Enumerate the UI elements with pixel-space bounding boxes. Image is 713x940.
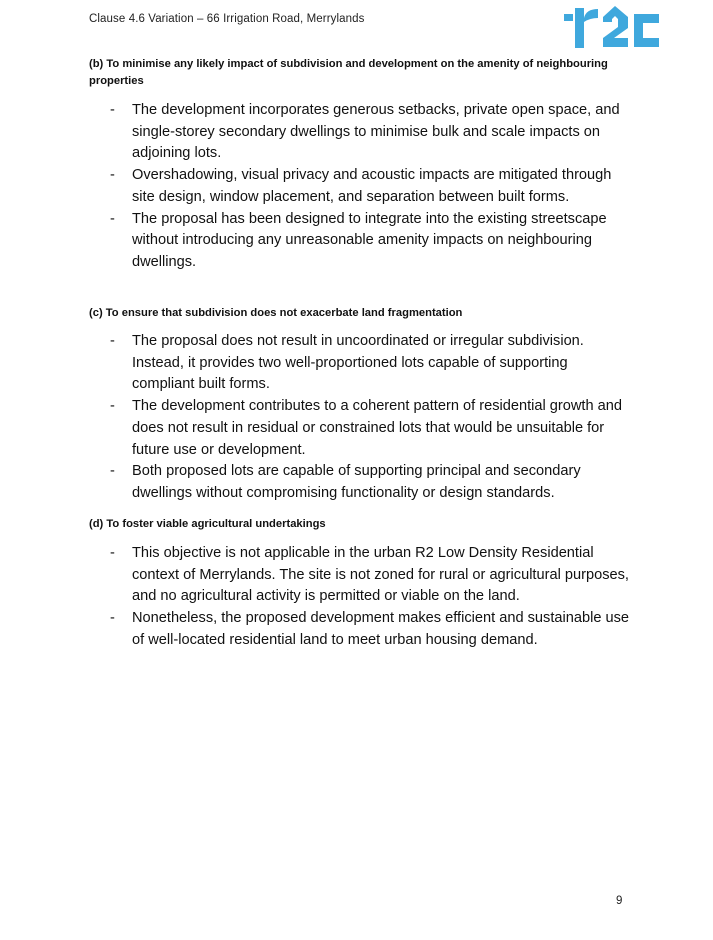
list-item-text: Overshadowing, visual privacy and acoustic impacts are mitigated through site design, window placement, and separation between built forms.: [132, 167, 612, 205]
section-heading-d: (d) To foster viable agricultural undertakings: [89, 518, 326, 530]
section-d-list: [108, 543, 633, 652]
r2c-logo: [562, 0, 662, 52]
bullet-marker: -: [110, 398, 115, 415]
bullet-marker: -: [110, 167, 115, 184]
page-number: 9: [616, 895, 623, 907]
bullet-marker: -: [110, 333, 115, 349]
list-item-text: The development incorporates generous setbacks, private open space, and single-storey secondary dwellings to minimise bulk and scale impacts on adjoining lots.: [132, 102, 620, 162]
list-item: [108, 100, 633, 165]
list-item-text: The proposal does not result in uncoordinated or irregular subdivision. Instead, it provides two well-proportioned lots capable of supporting compliant built forms.: [132, 333, 584, 393]
list-item: [108, 396, 633, 461]
bullet-marker: -: [110, 463, 115, 480]
list-item-text: Nonetheless, the proposed development makes efficient and sustainable use of well-located residential land to meet urban housing demand.: [132, 610, 630, 648]
list-item: [108, 461, 633, 504]
list-item: [108, 165, 633, 208]
list-item-text: This objective is not applicable in the urban R2 Low Density Residential context of Merrylands. The site is not zoned for rural or agricultural purposes, and no agricultural activity is permitted or viable on the land.: [132, 545, 629, 605]
list-item: [108, 608, 633, 651]
list-item-text: Both proposed lots are capable of supporting principal and secondary dwellings without compromising functionality or design standards.: [132, 463, 581, 501]
list-item: [108, 331, 633, 396]
list-item-text: The proposal has been designed to integrate into the existing streetscape without introducing any unreasonable amenity impacts on neighbouring dwellings.: [132, 210, 607, 270]
bullet-marker: -: [110, 545, 115, 561]
bullet-marker: -: [110, 102, 115, 118]
document-title: Clause 4.6 Variation – 66 Irrigation Road, Merrylands: [89, 13, 365, 25]
bullet-marker: -: [110, 610, 115, 627]
bullet-marker: -: [110, 210, 115, 227]
section-heading-c: (c) To ensure that subdivision does not exacerbate land fragmentation: [89, 307, 463, 319]
list-item: [108, 209, 633, 274]
list-item-text: The development contributes to a coherent pattern of residential growth and does not result in residual or constrained lots that would be unsuitable for future use or development.: [132, 398, 623, 458]
section-heading-b: (b) To minimise any likely impact of subdivision and development on the amenity of neighbouring properties: [89, 58, 608, 87]
section-c-list: [108, 331, 633, 505]
list-item: [108, 543, 633, 608]
section-b-list: [108, 100, 633, 274]
